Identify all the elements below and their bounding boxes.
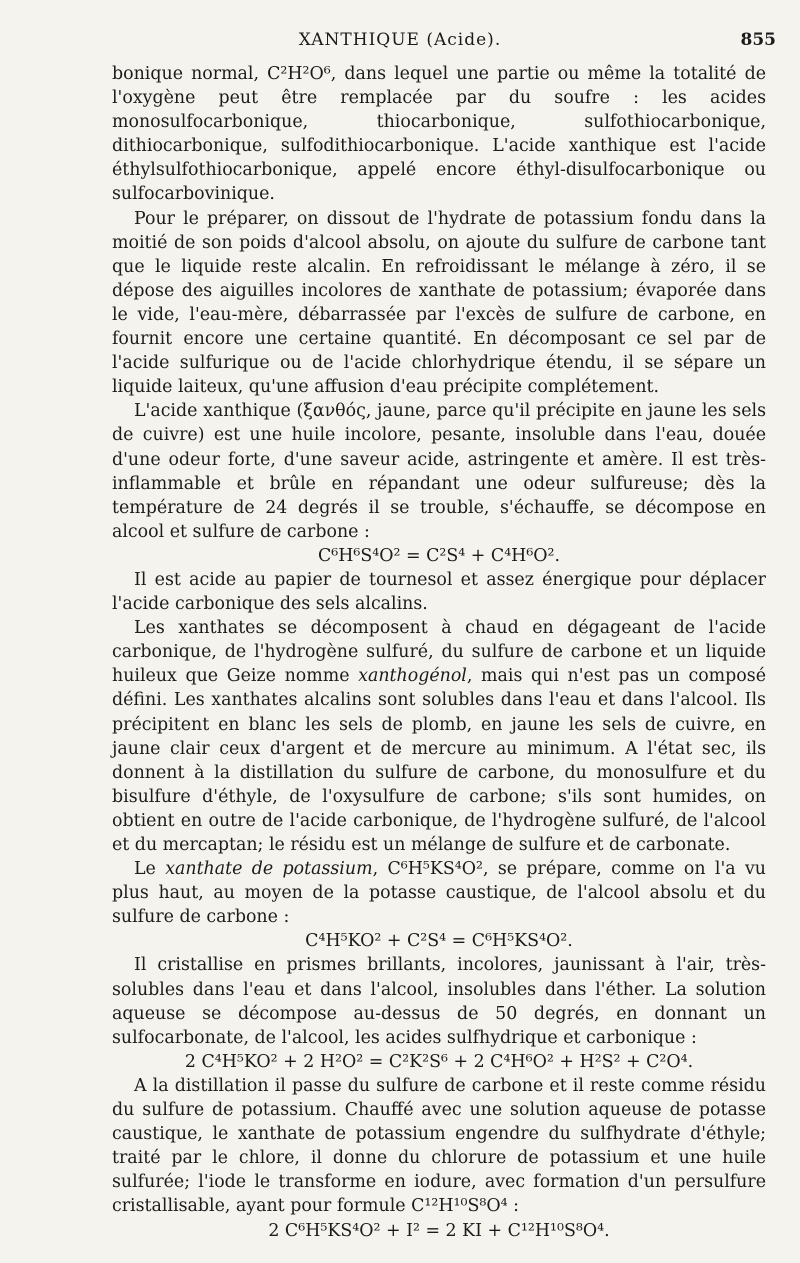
paragraph-potassium-xanthate: Le xanthate de potassium, C⁶H⁵KS⁴O², se prépare, comme on l'a vu plus haut, au moyen de la potasse caustique, de l'alcool absolu et du sulfure de carbone :: [112, 859, 767, 928]
paragraph-acidity: Il est acide au papier de tournesol et assez énergique pour déplacer l'acide carbonique des sels alcalins.: [112, 569, 766, 615]
page-number: 855: [740, 30, 776, 50]
formula-decomposition: C⁶H⁶S⁴O² = C²S⁴ + C⁴H⁶O².: [317, 545, 561, 566]
paragraph-preparation: Pour le préparer, on dissout de l'hydrate de potassium fondu dans la moitié de son poids d'alcool absolu, on ajoute du sulfure de carbone tant que le liquide reste alcalin. En refroidissant le mélange à zéro, il se dépose des aiguilles incolores de xanthate de potassium; évaporée dans le vide, l'eau-mère, débarrassée par l'excès de sulfure de carbone, en fournit encore une certaine quantité. En décomposant ce sel par de l'acide sulfurique ou de l'acide chlorhydrique étendu, il se sépare un liquide laiteux, qu'une affusion d'eau précipite complétement.: [112, 208, 766, 398]
running-title: XANTHIQUE (Acide).: [298, 30, 502, 50]
paragraph-xanthates: Les xanthates se décomposent à chaud en dégageant de l'acide carbonique, de l'hydrogène sulfuré, du sulfure de carbone et un liquide huileux que Geize nomme xanthogénol, mais qui n'est pas un composé défini. Les xanthates alcalins sont solubles dans l'eau et dans l'alcool. Ils précipitent en blanc les sels de plomb, en jaune les sels de cuivre, en jaune clair ceux d'argent et de mercure au minimum. A l'état sec, ils donnent à la distillation du sulfure de carbone, du monosulfure et du bisulfure d'éthyle, de l'oxysulfure de carbone; s'ils sont humides, on obtient en outre de l'acide carbonique, de l'hydrogène sulfuré, de l'alcool et du mercaptan; le résidu est un mélange de sulfure et de carbonate.: [112, 618, 766, 855]
page-header: [0, 30, 800, 56]
paragraph-distillation: A la distillation il passe du sulfure de carbone et il reste comme résidu du sulfure de potassium. Chauffé avec une solution aqueuse de potasse caustique, le xanthate de potassium engendre du sulfhydrate d'éthyle; traité par le chlore, il donne du chlorure de potassium et une huile sulfurée; l'iode le transforme en iodure, avec formation d'un persulfure cristallisable, ayant pour formule C¹²H¹⁰S⁸O⁴ :: [112, 1075, 766, 1217]
paragraph-crystallisation: Il cristallise en prismes brillants, incolores, jaunissant à l'air, très-solubles dans l'eau et dans l'alcool, insolubles dans l'éther. La solution aqueuse se décompose au-dessus de 50 degrés, en donnant un sulfocarbonate, de l'alcool, les acides sulfhydrique et carbonique :: [112, 955, 766, 1048]
body-text: [112, 62, 766, 1243]
paragraph-properties: L'acide xanthique (ξανθός, jaune, parce qu'il précipite en jaune les sels de cuivre) est une huile incolore, pesante, insoluble dans l'eau, douée d'une odeur forte, d'une saveur acide, astringente et amère. Il est très-inflammable et brûle en répandant une odeur sulfureuse; dès la température de 24 degrés il se trouble, s'échauffe, se décompose en alcool et sulfure de carbone :: [112, 401, 766, 542]
paragraph-continuation: bonique normal, C²H²O⁶, dans lequel une partie ou même la totalité de l'oxygène peut être remplacée par du soufre : les acides monosulfocarbonique, thiocarbonique, sulfothiocarbonique, dithiocarbonique, sulfodithiocarbonique. L'acide xanthique est l'acide éthylsulfothiocarbonique, appelé encore éthyl-disulfocarbonique ou sulfocarbovinique.: [112, 64, 766, 205]
formula-synthesis: C⁴H⁵KO² + C²S⁴ = C⁶H⁵KS⁴O².: [305, 931, 573, 952]
formula-iodine: 2 C⁶H⁵KS⁴O² + I² = 2 KI + C¹²H¹⁰S⁸O⁴.: [268, 1220, 610, 1241]
term-xanthogenol: xanthogénol: [358, 666, 467, 687]
term-xanthate-potassium: xanthate de potassium: [165, 859, 373, 880]
formula-hydrolysis: 2 C⁴H⁵KO² + 2 H²O² = C²K²S⁶ + 2 C⁴H⁶O² + H²S² + C²O⁴.: [184, 1051, 694, 1072]
